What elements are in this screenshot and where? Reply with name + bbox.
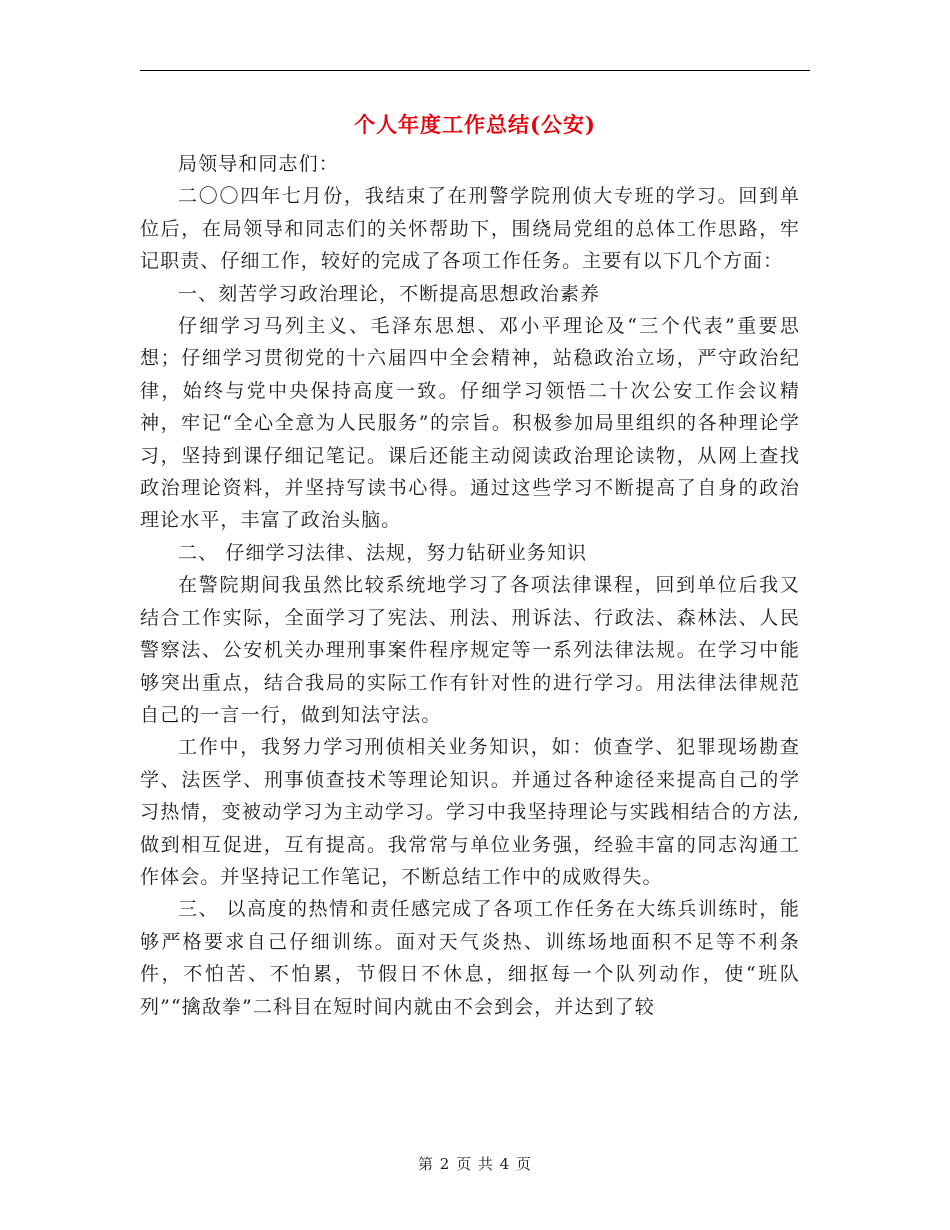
body-paragraph: 仔细学习马列主义、毛泽东思想、邓小平理论及“三个代表”重要思想；仔细学习贯彻党的十六届四中全会精神，站稳政治立场，严守政治纪律，始终与党中央保持高度一致。仔细学习领悟二十次公安工作会议精神，牢记“全心全意为人民服务”的宗旨。积极参加局里组织的各种理论学习，坚持到课仔细记笔记。课后还能主动阅读政治理论读物，从网上查找政治理论资料，并坚持写读书心得。通过这些学习不断提高了自身的政治理论水平，丰富了政治头脑。: [140, 315, 800, 532]
body-paragraph: 二〇〇四年七月份，我结束了在刑警学院刑侦大专班的学习。回到单位后，在局领导和同志们的关怀帮助下，围绕局党组的总体工作思路，牢记职责、仔细工作，较好的完成了各项工作任务。主要有以下几个方面：: [140, 185, 800, 273]
body-paragraph: 工作中，我努力学习刑侦相关业务知识，如：侦查学、犯罪现场勘查学、法医学、刑事侦查技术等理论知识。并通过各种途径来提高自己的学习热情，变被动学习为主动学习。学习中我坚持理论与实践相结合的方法,做到相互促进，互有提高。我常常与单位业务强，经验丰富的同志沟通工作体会。并坚持记工作笔记，不断总结工作中的成败得失。: [140, 736, 800, 888]
body-paragraph: 三、 以高度的热情和责任感完成了各项工作任务在大练兵训练时，能够严格要求自己仔细训练。面对天气炎热、训练场地面积不足等不利条件，不怕苦、不怕累，节假日不休息，细抠每一个队列动作，使“班队列”“擒敌拳”二科目在短时间内就由不会到会，并达到了较: [140, 898, 800, 1018]
body-paragraph: 在警院期间我虽然比较系统地学习了各项法律课程，回到单位后我又结合工作实际，全面学习了宪法、刑法、刑诉法、行政法、森林法、人民警察法、公安机关办理刑事案件程序规定等一系列法律法规。在学习中能够突出重点，结合我局的实际工作有针对性的进行学习。用法律法律规范自己的一言一行，做到知法守法。: [140, 574, 800, 726]
document-body: [140, 148, 800, 1023]
salutation: 局领导和同志们：: [178, 153, 339, 175]
header-rule: [140, 70, 810, 71]
document-title: 个人年度工作总结(公安): [354, 112, 596, 137]
section-heading: 二、 仔细学习法律、法规，努力钻研业务知识: [178, 541, 588, 564]
page-number: 第 2 页 共 4 页: [418, 1155, 532, 1173]
section-heading: 一、刻苦学习政治理论，不断提高思想政治素养: [178, 282, 601, 305]
